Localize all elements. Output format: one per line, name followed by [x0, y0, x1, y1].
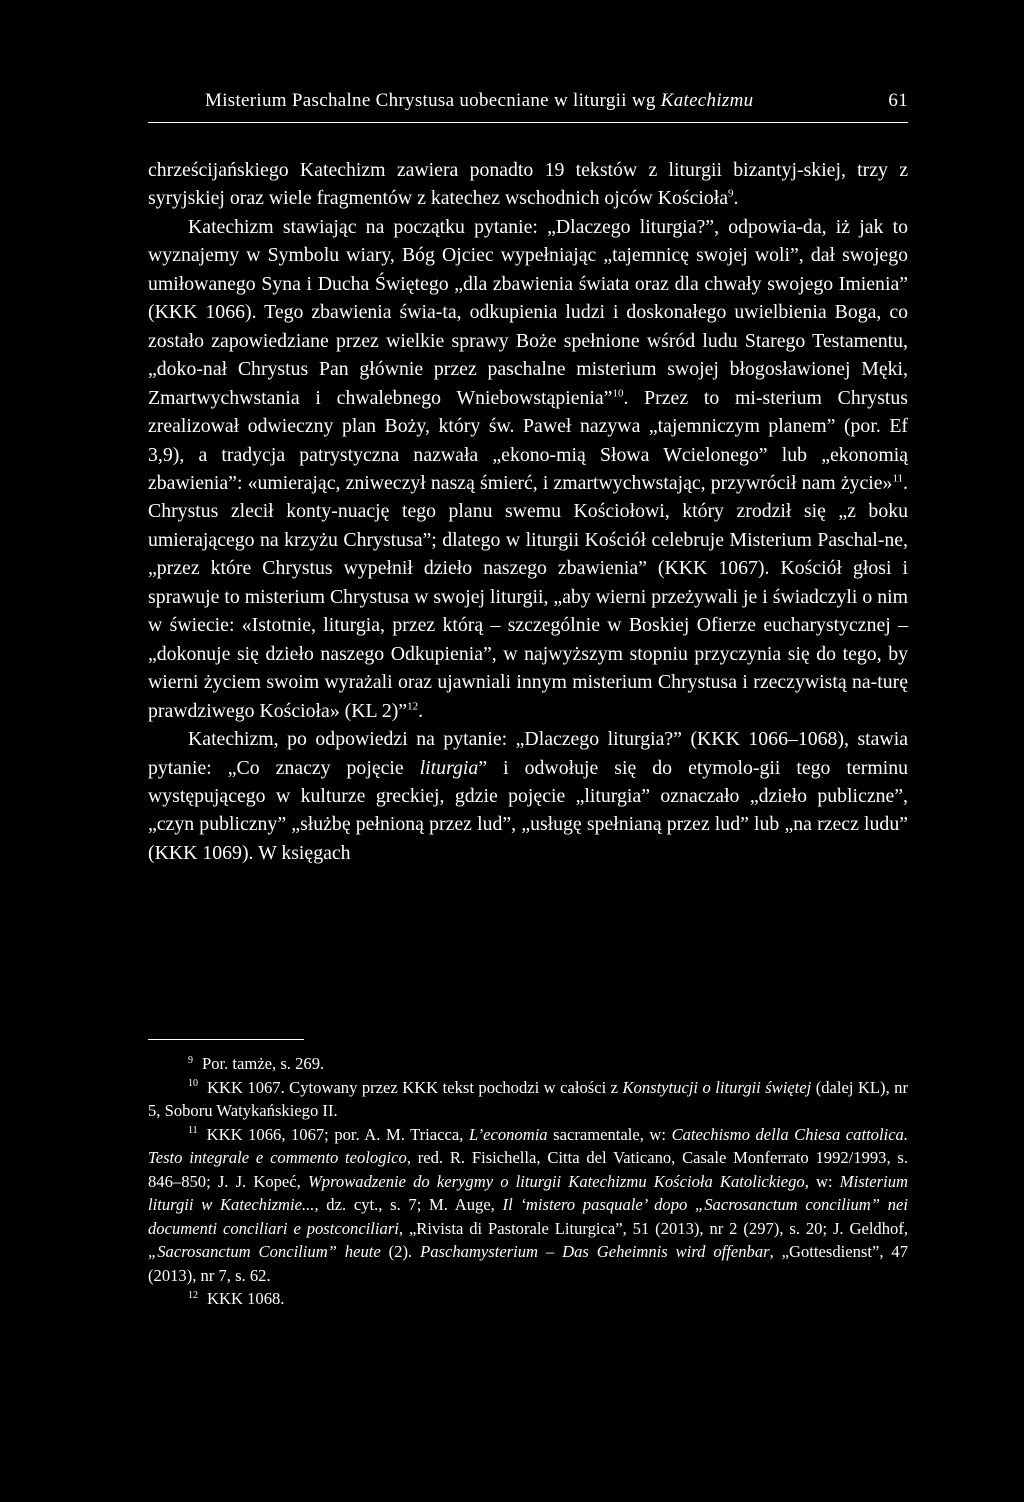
- footnote-ref-9: 9: [728, 187, 734, 200]
- body-text: [148, 156, 908, 867]
- footnote-ref-12: 12: [407, 699, 419, 712]
- paragraph-1: chrześcijańskiego Katechizm zawiera ponadto 19 tekstów z liturgii bizantyj-skiej, trzy z syryjskiej oraz wiele fragmentów z katechez wschodnich ojców Kościoła$^9$.: [148, 159, 908, 210]
- paragraph-2: Katechizm stawiając na początku pytanie: „Dlaczego liturgia?”, odpowia-da, iż jak to wyznajemy w Symbolu wiary, Bóg Ojciec wypełniając „tajemnicę swojej woli”, dał swojego umiłowanego Syna i Ducha Świętego „dla zbawienia świata oraz dla chwały swojego Imienia” (KKK 1066). Tego zbawienia świa-ta, odkupienia ludzi i doskonałego uwielbienia Boga, co zostało zapowiedziane przez wielkie sprawy Boże spełnione wśród ludu Starego Testamentu, „doko-nał Chrystus Pan głównie przez paschalne misterium swojej błogosławionej Męki, Zmartwychwstania i chwalebnego Wniebowstąpienia”$^{10}$. Przez to mi-sterium Chrystus zrealizował odwieczny plan Boży, który św. Paweł nazywa „tajemniczym planem” (por. Ef 3,9), a tradycja patrystyczna nazwała „ekono-mią Słowa Wcielonego” lub „ekonomią zbawienia”: «umierając, zniweczył naszą śmierć, i zmartwychwstając, przywrócił nam życie»$^{11}$. Chrystus zlecił konty-nuację tego planu swemu Kościołowi, który zrodził się „z boku umierającego na krzyżu Chrystusa”; dlatego w liturgii Kościół celebruje Misterium Paschal-ne, „przez które Chrystus wypełnił dzieło naszego zbawienia” (KKK 1067). Kościół głosi i sprawuje to misterium Chrystusa w swojej liturgii, „aby wierni przeżywali je i świadczyli o nim w świecie: «Istotnie, liturgia, przez którą – szczególnie w Boskiej Ofierze eucharystycznej – „dokonuje się dzieło naszego Odkupienia”, w najwyższym stopniu przyczynia się do tego, by wierni życiem swoim wyrażali oraz ujawniali innym misterium Chrystusa i rzeczywistą na-turę prawdziwego Kościoła» (KL 2)”$^{12}$.: [148, 215, 908, 722]
- running-head-title: Misterium Paschalne Chrystusa uobecniane w liturgii wg Katechizmu: [205, 90, 754, 111]
- footnote-11: $^{11}$ KKK 1066, 1067; por. A. M. Triacca, L’economia sacramentale, w: Catechismo della Chiesa cattolica. Testo integrale e commento teologico, red. R. Fisichella, Citta del Vaticano, Casale Monferrato 1992/1993, s. 846–850; J. J. Kopeć, Wprowadzenie do kerygmy o liturgii Katechizmu Kościoła Katolickiego, w: Misterium liturgii w Katechizmie..., dz. cyt., s. 7; M. Auge, Il ‘mistero pasquale’ dopo „Sacrosanctum concilium” nei documenti conciliari e postconciliari, „Rivista di Pastorale Liturgica”, 51 (2013), nr 2 (297), s. 20; J. Geldhof, „Sacrosanctum Concilium” heute (2). Paschamysterium – Das Geheimnis wird offenbar, „Gottesdienst”, 47 (2013), nr 7, s. 62.: [148, 1124, 909, 1285]
- footnote-ref-10: 10: [612, 386, 624, 399]
- footnotes: [148, 1052, 908, 1311]
- page-number: 61: [888, 90, 908, 111]
- footnote-9: $^9$ Por. tamże, s. 269.: [188, 1054, 325, 1073]
- paragraph-3: Katechizm, po odpowiedzi na pytanie: „Dlaczego liturgia?” (KKK 1066–1068), stawia pytanie: „Co znaczy pojęcie liturgia” i odwołuje się do etymolo-gii tego terminu występującego w kulturze greckiej, gdzie pojęcie „liturgia” oznaczało „dzieło publiczne”, „czyn publiczny” „służbę pełnioną przez lud”, „usługę spełnianą przez lud” lub „na rzecz ludu” (KKK 1069). W księgach: [148, 728, 908, 864]
- footnote-10: $^{10}$ KKK 1067. Cytowany przez KKK tekst pochodzi w całości z Konstytucji o liturgii świętej (dalej KL), nr 5, Soboru Watykańskiego II.: [148, 1077, 909, 1120]
- footnote-ref-11: 11: [892, 472, 904, 485]
- footnote-12: $^{12}$ KKK 1068.: [188, 1289, 285, 1308]
- footnote-separator: [148, 1039, 304, 1040]
- running-head: [148, 88, 908, 123]
